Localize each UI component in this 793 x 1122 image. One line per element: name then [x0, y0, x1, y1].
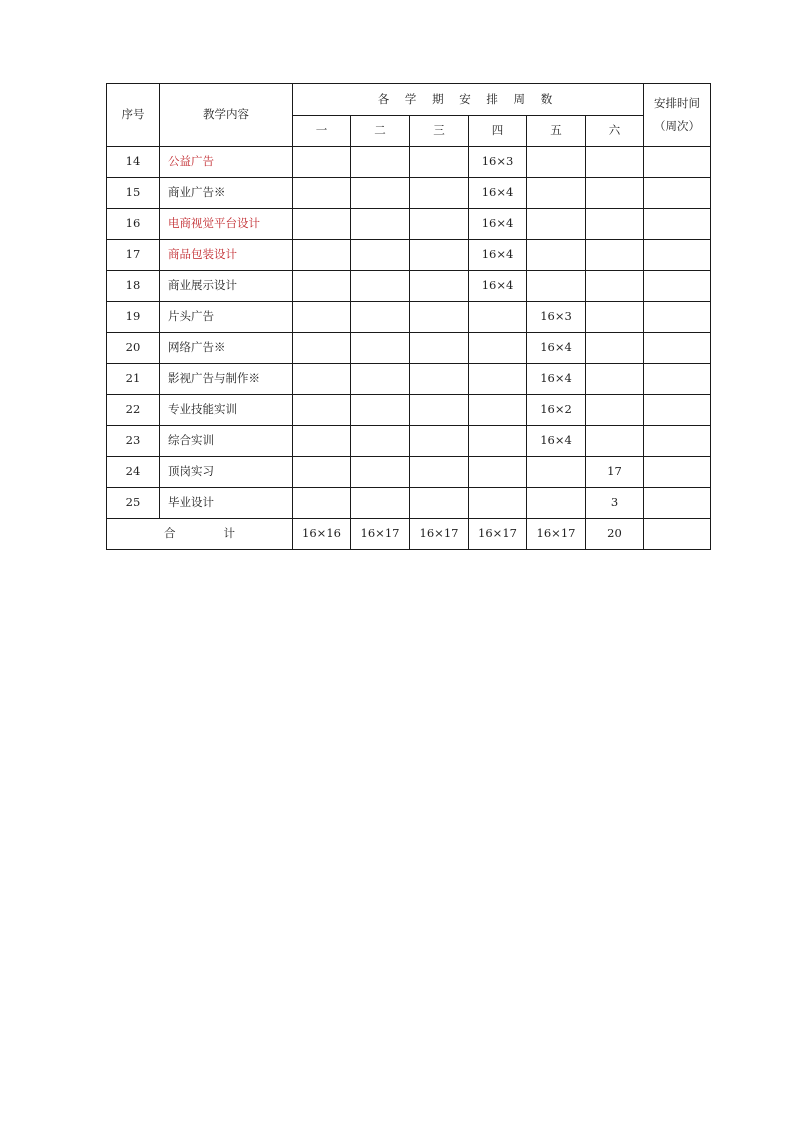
table-row	[107, 302, 711, 333]
row-weeks-semester-3	[410, 147, 469, 178]
row-schedule	[644, 457, 711, 488]
row-weeks-semester-1	[293, 457, 351, 488]
row-content: 毕业设计	[160, 488, 293, 519]
row-content: 顶岗实习	[160, 457, 293, 488]
row-weeks-semester-6	[586, 364, 644, 395]
total-weeks-semester-2: 16×17	[351, 519, 410, 550]
row-weeks-semester-4: 16×4	[469, 240, 527, 271]
total-weeks-semester-1: 16×16	[293, 519, 351, 550]
table-row	[107, 209, 711, 240]
row-weeks-semester-6	[586, 178, 644, 209]
total-label-left: 合	[164, 526, 176, 541]
row-weeks-semester-5: 16×2	[527, 395, 586, 426]
row-weeks-semester-1	[293, 271, 351, 302]
row-content: 专业技能实训	[160, 395, 293, 426]
row-content: 公益广告	[160, 147, 293, 178]
row-weeks-semester-6	[586, 147, 644, 178]
row-weeks-semester-4	[469, 488, 527, 519]
row-weeks-semester-5	[527, 209, 586, 240]
row-weeks-semester-5	[527, 240, 586, 271]
row-weeks-semester-3	[410, 209, 469, 240]
total-schedule	[644, 519, 711, 550]
row-weeks-semester-5	[527, 271, 586, 302]
row-weeks-semester-3	[410, 271, 469, 302]
row-weeks-semester-1	[293, 333, 351, 364]
header-semester-2: 二	[351, 116, 410, 147]
row-schedule	[644, 240, 711, 271]
header-row-top	[107, 84, 711, 116]
row-weeks-semester-4	[469, 333, 527, 364]
row-schedule	[644, 333, 711, 364]
row-seq: 21	[107, 364, 160, 395]
row-seq: 16	[107, 209, 160, 240]
row-weeks-semester-2	[351, 395, 410, 426]
row-schedule	[644, 302, 711, 333]
row-weeks-semester-6	[586, 271, 644, 302]
row-weeks-semester-1	[293, 209, 351, 240]
total-weeks-semester-5: 16×17	[527, 519, 586, 550]
table-row	[107, 271, 711, 302]
row-seq: 14	[107, 147, 160, 178]
header-semester-3: 三	[410, 116, 469, 147]
table-row	[107, 426, 711, 457]
row-content: 网络广告※	[160, 333, 293, 364]
table-row	[107, 147, 711, 178]
total-weeks-semester-4: 16×17	[469, 519, 527, 550]
table-row	[107, 240, 711, 271]
row-weeks-semester-5: 16×3	[527, 302, 586, 333]
row-content: 电商视觉平台设计	[160, 209, 293, 240]
row-weeks-semester-4	[469, 426, 527, 457]
row-weeks-semester-3	[410, 426, 469, 457]
total-label-right: 计	[223, 526, 235, 541]
row-seq: 23	[107, 426, 160, 457]
row-schedule	[644, 147, 711, 178]
header-semester-5: 五	[527, 116, 586, 147]
row-weeks-semester-6	[586, 333, 644, 364]
row-weeks-semester-3	[410, 333, 469, 364]
row-weeks-semester-6: 17	[586, 457, 644, 488]
row-schedule	[644, 271, 711, 302]
row-weeks-semester-6	[586, 395, 644, 426]
row-weeks-semester-5	[527, 488, 586, 519]
row-weeks-semester-3	[410, 488, 469, 519]
row-seq: 24	[107, 457, 160, 488]
row-weeks-semester-1	[293, 178, 351, 209]
row-weeks-semester-1	[293, 147, 351, 178]
row-weeks-semester-2	[351, 457, 410, 488]
table-row	[107, 488, 711, 519]
row-weeks-semester-5	[527, 147, 586, 178]
row-weeks-semester-3	[410, 240, 469, 271]
total-weeks-semester-6: 20	[586, 519, 644, 550]
row-weeks-semester-2	[351, 271, 410, 302]
row-schedule	[644, 395, 711, 426]
row-weeks-semester-6	[586, 209, 644, 240]
row-content: 片头广告	[160, 302, 293, 333]
row-weeks-semester-4: 16×4	[469, 271, 527, 302]
row-weeks-semester-2	[351, 240, 410, 271]
header-schedule-line2: （周次）	[654, 118, 700, 133]
table-row	[107, 178, 711, 209]
row-content: 商业展示设计	[160, 271, 293, 302]
row-weeks-semester-5	[527, 457, 586, 488]
row-weeks-semester-2	[351, 364, 410, 395]
row-weeks-semester-4	[469, 364, 527, 395]
row-weeks-semester-4	[469, 302, 527, 333]
row-weeks-semester-5: 16×4	[527, 364, 586, 395]
row-content: 商业广告※	[160, 178, 293, 209]
table-row	[107, 395, 711, 426]
table-row	[107, 457, 711, 488]
row-seq: 19	[107, 302, 160, 333]
row-weeks-semester-3	[410, 302, 469, 333]
row-weeks-semester-1	[293, 364, 351, 395]
total-weeks-semester-3: 16×17	[410, 519, 469, 550]
row-content: 影视广告与制作※	[160, 364, 293, 395]
row-content: 商品包装设计	[160, 240, 293, 271]
row-weeks-semester-2	[351, 333, 410, 364]
row-schedule	[644, 178, 711, 209]
row-weeks-semester-2	[351, 302, 410, 333]
row-schedule	[644, 488, 711, 519]
row-seq: 22	[107, 395, 160, 426]
row-seq: 20	[107, 333, 160, 364]
row-weeks-semester-1	[293, 395, 351, 426]
row-weeks-semester-1	[293, 240, 351, 271]
row-weeks-semester-4: 16×3	[469, 147, 527, 178]
row-weeks-semester-3	[410, 178, 469, 209]
row-weeks-semester-2	[351, 426, 410, 457]
header-seq: 序号	[107, 84, 160, 147]
row-weeks-semester-4	[469, 395, 527, 426]
row-weeks-semester-4	[469, 457, 527, 488]
row-weeks-semester-5: 16×4	[527, 333, 586, 364]
row-seq: 18	[107, 271, 160, 302]
row-weeks-semester-2	[351, 209, 410, 240]
header-semester-group: 各 学 期 安 排 周 数	[293, 84, 644, 116]
table-row	[107, 333, 711, 364]
table-row	[107, 364, 711, 395]
row-weeks-semester-3	[410, 395, 469, 426]
teaching-schedule-table	[106, 83, 711, 550]
header-content: 教学内容	[160, 84, 293, 147]
row-weeks-semester-1	[293, 426, 351, 457]
row-weeks-semester-4: 16×4	[469, 209, 527, 240]
row-weeks-semester-2	[351, 178, 410, 209]
header-semester-4: 四	[469, 116, 527, 147]
header-schedule	[644, 84, 711, 147]
row-weeks-semester-1	[293, 488, 351, 519]
row-content: 综合实训	[160, 426, 293, 457]
row-weeks-semester-5	[527, 178, 586, 209]
header-schedule-line1: 安排时间	[654, 95, 700, 110]
total-label	[107, 519, 293, 550]
row-weeks-semester-5: 16×4	[527, 426, 586, 457]
total-row	[107, 519, 711, 550]
row-seq: 15	[107, 178, 160, 209]
row-weeks-semester-6	[586, 426, 644, 457]
row-weeks-semester-6	[586, 240, 644, 271]
row-weeks-semester-6	[586, 302, 644, 333]
header-semester-1: 一	[293, 116, 351, 147]
row-schedule	[644, 364, 711, 395]
header-semester-6: 六	[586, 116, 644, 147]
row-seq: 17	[107, 240, 160, 271]
row-weeks-semester-2	[351, 488, 410, 519]
row-schedule	[644, 209, 711, 240]
row-weeks-semester-6: 3	[586, 488, 644, 519]
row-weeks-semester-2	[351, 147, 410, 178]
row-weeks-semester-3	[410, 364, 469, 395]
row-schedule	[644, 426, 711, 457]
row-seq: 25	[107, 488, 160, 519]
row-weeks-semester-3	[410, 457, 469, 488]
row-weeks-semester-1	[293, 302, 351, 333]
row-weeks-semester-4: 16×4	[469, 178, 527, 209]
